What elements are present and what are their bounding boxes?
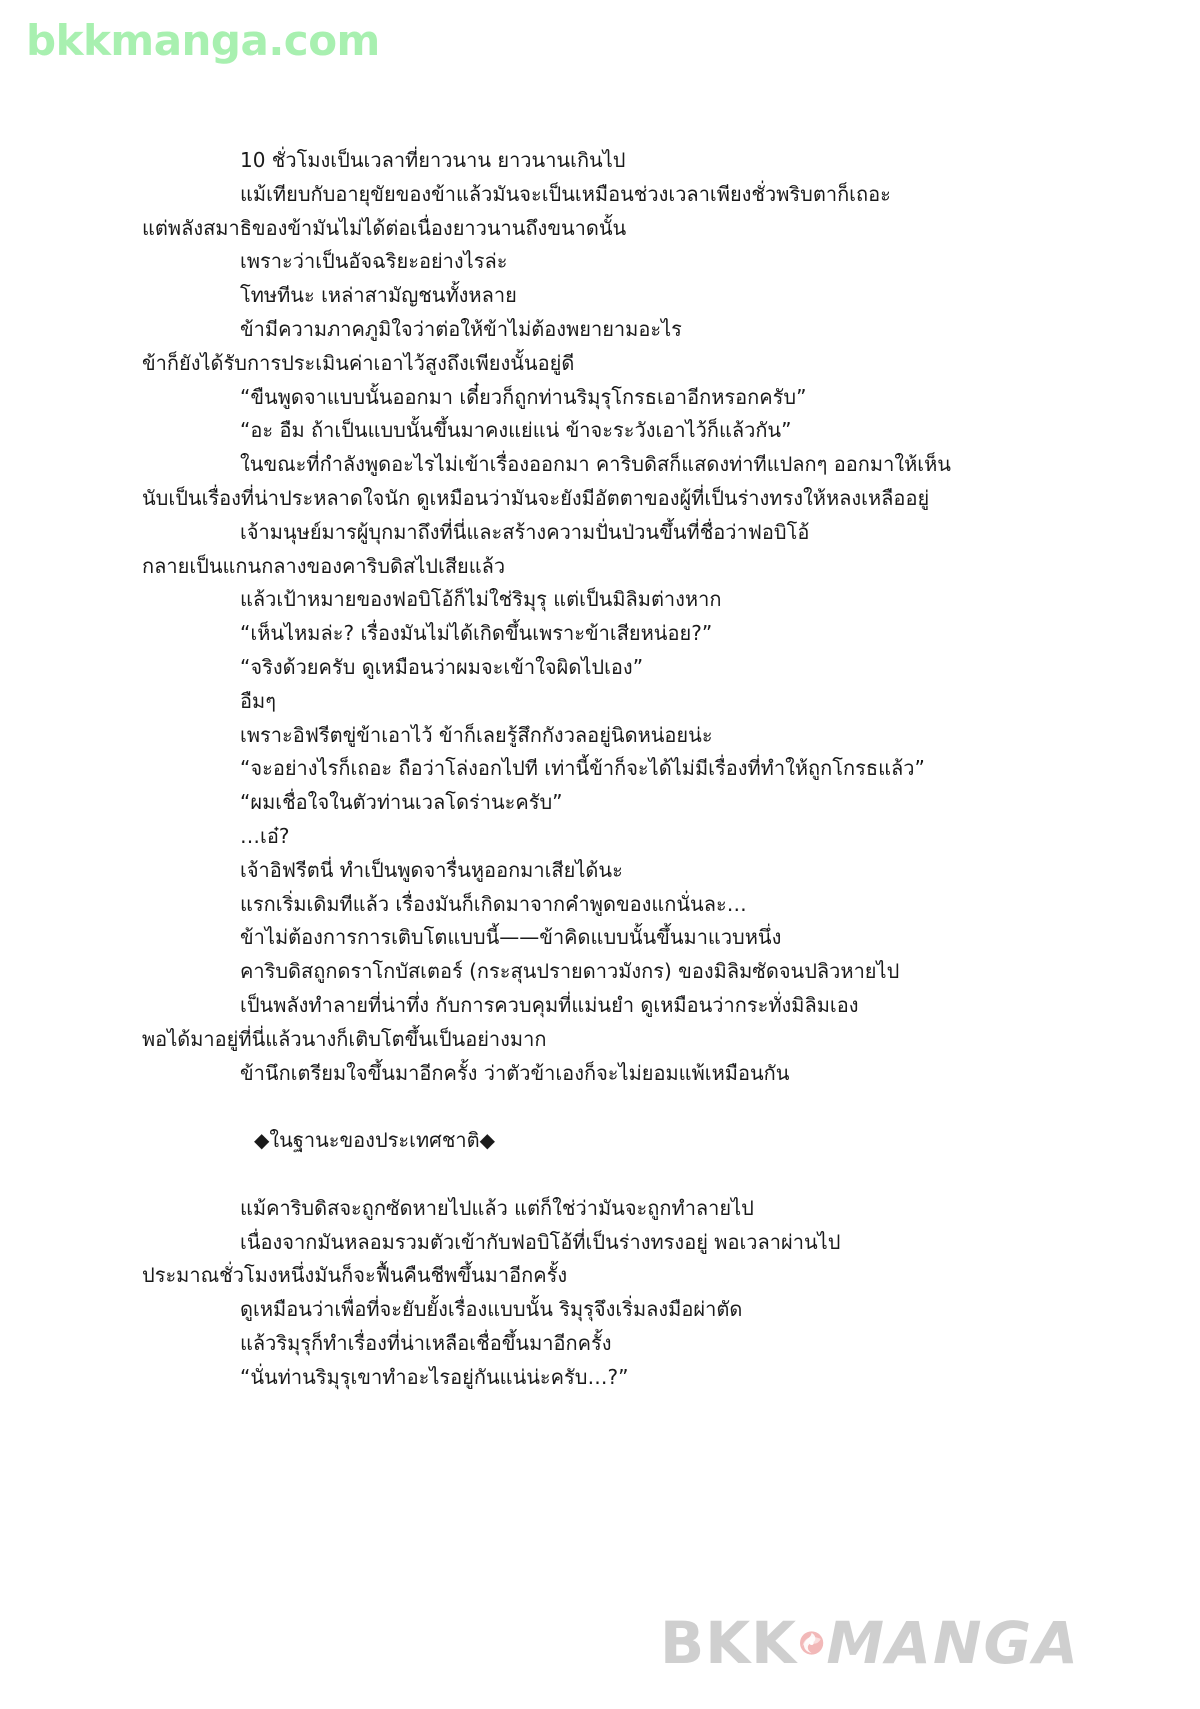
- text-line: พอได้มาอยู่ที่นี่แล้วนางก็เติบโตขึ้นเป็นอย่างมาก: [142, 1026, 547, 1051]
- text-line: “นั่นท่านริมุรุเขาทำอะไรอยู่กันแน่น่ะครับ…?”: [240, 1364, 629, 1389]
- text-line: ดูเหมือนว่าเพื่อที่จะยับยั้งเรื่องแบบนั้น ริมุรุจึงเริ่มลงมือผ่าตัด: [240, 1297, 743, 1322]
- text-line: เป็นพลังทำลายที่น่าทึ่ง กับการควบคุมที่แม่นยำ ดูเหมือนว่ากระทั่งมิลิมเอง: [240, 992, 859, 1017]
- text-line: 10 ชั่วโมงเป็นเวลาที่ยาวนาน ยาวนานเกินไป: [240, 148, 626, 172]
- text-line: “เห็นไหมล่ะ? เรื่องมันไม่ได้เกิดขึ้นเพราะข้าเสียหน่อย?”: [240, 621, 713, 646]
- text-line: แม้คาริบดิสจะถูกซัดหายไปแล้ว แต่ก็ใช่ว่ามันจะถูกทำลายไป: [240, 1195, 754, 1220]
- text-line: ประมาณชั่วโมงหนึ่งมันก็จะฟื้นคืนชีพขึ้นมาอีกครั้ง: [142, 1263, 568, 1288]
- text-line: เนื่องจากมันหลอมรวมตัวเข้ากับฟอบิโอ้ที่เป็นร่างทรงอยู่ พอเวลาผ่านไป: [240, 1229, 841, 1254]
- text-line: แรกเริ่มเดิมทีแล้ว เรื่องมันก็เกิดมาจากคำพูดของแกนั่นละ…: [240, 891, 747, 916]
- text-line: เพราะอิฟรีตขู่ข้าเอาไว้ ข้าก็เลยรู้สึกกังวลอยู่นิดหน่อยน่ะ: [240, 722, 713, 747]
- spacer: [142, 1158, 1062, 1192]
- text-line: กลายเป็นแกนกลางของคาริบดิสไปเสียแล้ว: [142, 553, 506, 578]
- text-line: “จริงด้วยครับ ดูเหมือนว่าผมจะเข้าใจผิดไปเอง”: [240, 654, 644, 679]
- text-line: ข้าไม่ต้องการการเติบโตแบบนี้——ข้าคิดแบบนั้นขึ้นมาแวบหนึ่ง: [240, 925, 782, 950]
- text-line: แต่พลังสมาธิของข้ามันไม่ได้ต่อเนื่องยาวนานถึงขนาดนั้น: [142, 215, 627, 240]
- text-line: …เอ๋?: [240, 823, 290, 848]
- logo-text-left: BKK: [660, 1609, 798, 1677]
- text-line: ข้านึกเตรียมใจขึ้นมาอีกครั้ง ว่าตัวข้าเองก็จะไม่ยอมแพ้เหมือนกัน: [240, 1060, 790, 1085]
- logo-text-right: MANGA: [826, 1609, 1080, 1677]
- text-line: แล้วริมุรุก็ทำเรื่องที่น่าเหลือเชื่อขึ้นมาอีกครั้ง: [240, 1330, 612, 1355]
- text-line: แล้วเป้าหมายของฟอบิโอ้ก็ไม่ใช่ริมุรุ แต่เป็นมิลิมต่างหาก: [240, 587, 722, 612]
- bkk-manga-logo: [660, 1598, 1080, 1688]
- logo-swirl-icon: [799, 1589, 824, 1697]
- text-line: ในขณะที่กำลังพูดอะไรไม่เข้าเรื่องออกมา คาริบดิสก็แสดงท่าทีแปลกๆ ออกมาให้เห็น: [240, 452, 951, 477]
- text-line: “จะอย่างไรก็เถอะ ถือว่าโล่งอกไปที เท่านี้ข้าก็จะได้ไม่มีเรื่องที่ทำให้ถูกโกรธแล้ว”: [240, 756, 925, 781]
- novel-text: [142, 144, 1062, 1394]
- site-watermark: bkkmanga.com: [26, 16, 380, 65]
- text-line: โทษทีนะ เหล่าสามัญชนทั้งหลาย: [240, 283, 517, 308]
- text-line: “ขืนพูดจาแบบนั้นออกมา เดี๋ยวก็ถูกท่านริมุรุโกรธเอาอีกหรอกครับ”: [240, 384, 807, 409]
- text-line: ข้าก็ยังได้รับการประเมินค่าเอาไว้สูงถึงเพียงนั้นอยู่ดี: [142, 350, 575, 375]
- section-heading: ◆ในฐานะของประเทศชาติ◆: [254, 1128, 496, 1153]
- text-line: “อะ อืม ถ้าเป็นแบบนั้นขึ้นมาคงแย่แน่ ข้าจะระวังเอาไว้ก็แล้วกัน”: [240, 418, 792, 443]
- text-line: นับเป็นเรื่องที่น่าประหลาดใจนัก ดูเหมือนว่ามันจะยังมีอัตตาของผู้ที่เป็นร่างทรงให้หลงเหลืออยู่: [142, 485, 930, 510]
- spacer: [142, 1090, 1062, 1124]
- text-line: เจ้าอิฟรีตนี่ ทำเป็นพูดจารื่นหูออกมาเสียได้นะ: [240, 857, 623, 882]
- text-line: “ผมเชื่อใจในตัวท่านเวลโดร่านะครับ”: [240, 790, 563, 815]
- text-line: แม้เทียบกับอายุขัยของข้าแล้วมันจะเป็นเหมือนช่วงเวลาเพียงชั่วพริบตาก็เถอะ: [240, 181, 891, 206]
- text-line: เพราะว่าเป็นอัจฉริยะอย่างไรล่ะ: [240, 249, 508, 274]
- text-line: คาริบดิสถูกดราโกบัสเตอร์ (กระสุนปรายดาวมังกร) ของมิลิมซัดจนปลิวหายไป: [240, 959, 900, 984]
- paragraph-group-1: [142, 144, 1062, 1090]
- text-line: เจ้ามนุษย์มารผู้บุกมาถึงที่นี่และสร้างความปั่นป่วนขึ้นที่ชื่อว่าฟอบิโอ้: [240, 519, 810, 544]
- paragraph-group-2: [142, 1192, 1062, 1395]
- text-line: อืมๆ: [240, 688, 276, 713]
- text-line: ข้ามีความภาคภูมิใจว่าต่อให้ข้าไม่ต้องพยายามอะไร: [240, 316, 682, 341]
